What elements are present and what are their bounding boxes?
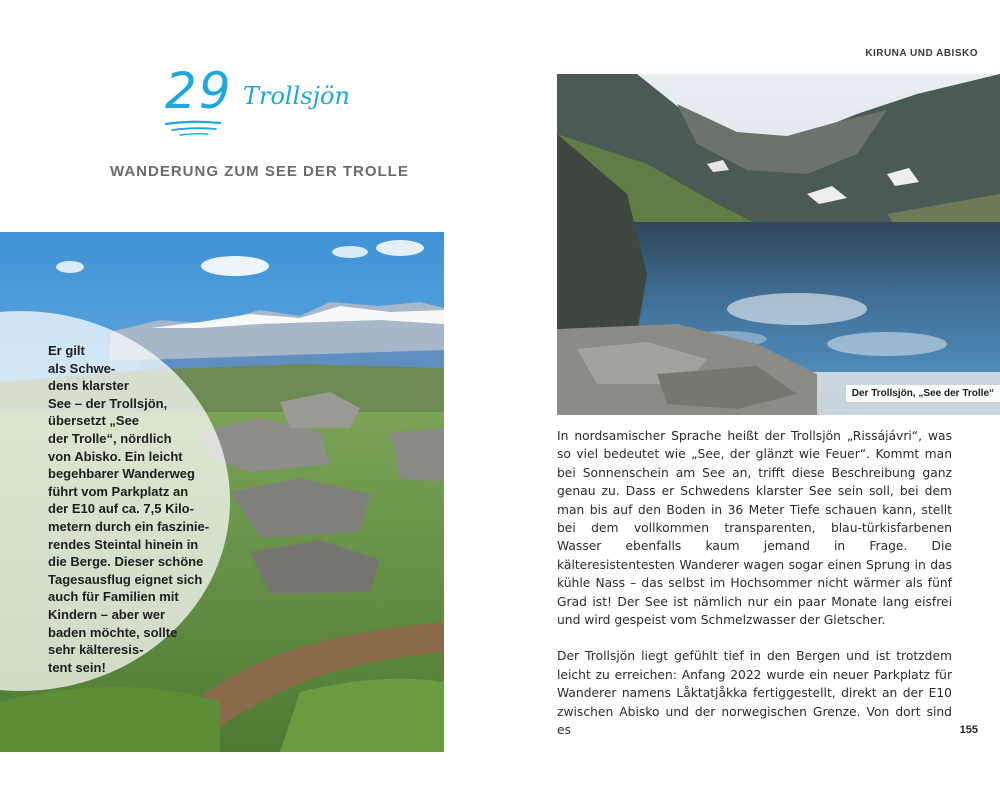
- right-page: [500, 0, 1000, 800]
- title-underline-swoosh: [162, 118, 226, 138]
- page-number: 155: [959, 724, 978, 736]
- chapter-title: Trollsjön: [243, 82, 350, 110]
- photo-caption: Der Trollsjön, „See der Trolle“: [846, 385, 1000, 402]
- paragraph: In nordsamischer Sprache heißt der Trollsjön „Rissájávri“, was so viel bedeutet wie „See, der glänzt wie Feuer“. Kommt man bei Sonnenschein am See an, trifft diese Beschreibung ganz genau zu. Dass er Schwedens klarster See sein soll, bei dem man bis auf den Boden in 36 Meter Tiefe schauen kann, stellt bei dem vollkommen transparenten, blau-türkisfarbenen Wasser ebenfalls kaum jemand in Frage. Die kälteresistentesten Wanderer wagen sogar einen Sprung in das kühle Nass – das selbst im Hochsommer nicht wärmer als fünf Grad ist! Der See ist nämlich nur ein paar Monate lang eisfrei und wird gespeist vom Schmelzwasser der Gletscher.: [557, 429, 952, 628]
- page-subtitle: WANDERUNG ZUM SEE DER TROLLE: [110, 163, 409, 180]
- paragraph: Der Trollsjön liegt gefühlt tief in den Bergen und ist trotzdem leicht zu erreichen: Anfang 2022 wurde ein neuer Parkplatz für Wanderer namens Låktatjåkka fertiggestellt, direkt an der E10 zwischen Abisko und der norwegischen Grenze. Von dort sind es: [557, 649, 952, 738]
- article-body: [557, 427, 952, 740]
- landscape-photo: [0, 232, 444, 752]
- section-label: KIRUNA UND ABISKO: [865, 48, 978, 59]
- intro-text: Er gilt als Schwe- dens klarster See – der Trollsjön, übersetzt „See der Trolle“, nördlich von Abisko. Ein leicht begehbarer Wanderweg führt vom Parkplatz an der E10 auf ca. 7,5 Kilo- metern durch ein faszinie- rendes Steintal hinein in die Berge. Dieser schöne Tagesausflug eignet sich auch für Familien mit Kindern – aber wer baden möchte, sollte sehr kälteresis- tent sein!: [48, 343, 210, 675]
- lake-photo: [557, 74, 1000, 415]
- chapter-number: 29: [165, 62, 233, 120]
